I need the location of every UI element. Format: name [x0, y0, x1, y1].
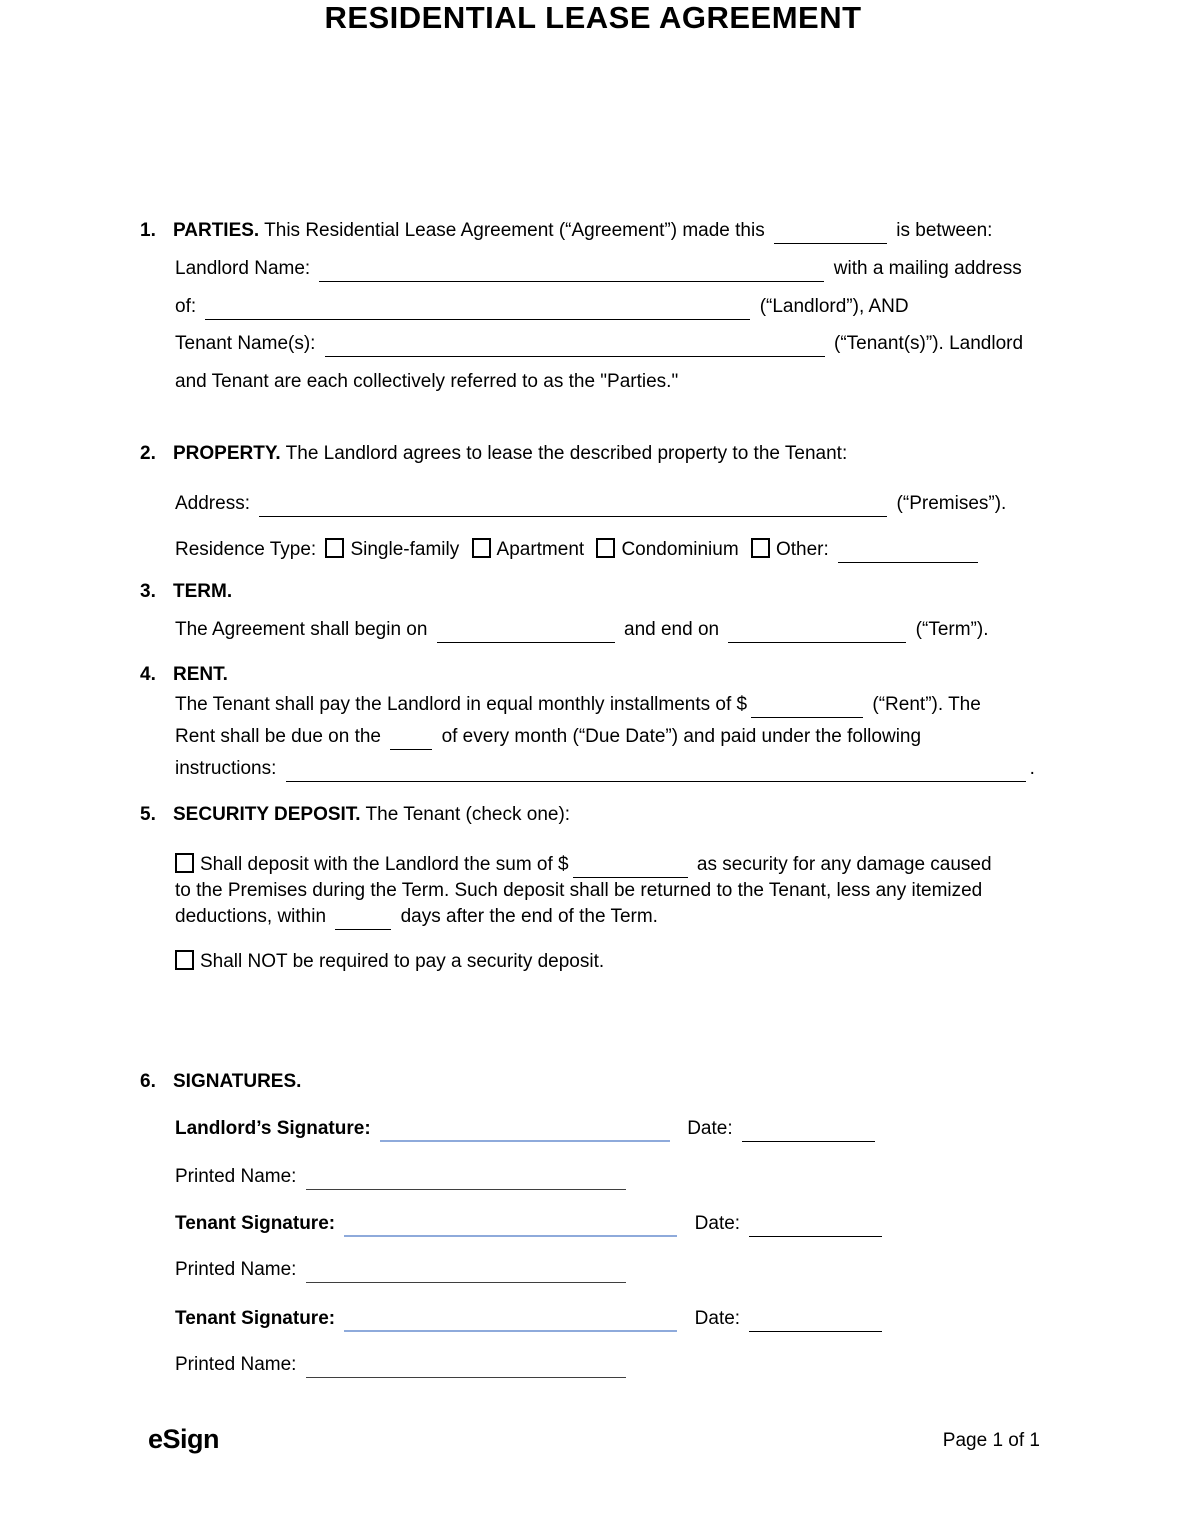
single-family-label: Single-family [350, 539, 460, 560]
deposit-required-checkbox[interactable] [175, 853, 194, 873]
tenant-name-label: Tenant Name(s): [175, 333, 316, 354]
landlord-address-field[interactable] [205, 297, 750, 320]
return-days-field[interactable] [335, 907, 391, 930]
landlord-signature-field[interactable] [380, 1118, 670, 1142]
esign-logo: eSign [148, 1424, 220, 1454]
date-label: Date: [694, 1308, 741, 1329]
parties-text: with a mailing address [833, 258, 1022, 279]
tenant-date-field-1[interactable] [749, 1214, 882, 1237]
printed-name-label: Printed Name: [175, 1259, 297, 1280]
term-heading-line [140, 579, 232, 605]
no-deposit-option-line [175, 949, 604, 975]
deposit-option-line-3 [175, 904, 658, 930]
tenant-signature-row-1 [175, 1211, 886, 1237]
address-field[interactable] [259, 494, 887, 517]
residence-type-label: Residence Type: [175, 539, 317, 560]
date-label: Date: [694, 1213, 741, 1234]
security-text: to the Premises during the Term. Such deposit shall be returned to the Tenant, less any itemized [175, 880, 983, 901]
tenant-printed-name-field-2[interactable] [306, 1355, 626, 1378]
parties-text: is between: [896, 220, 993, 241]
tenant-signature-field-2[interactable] [344, 1308, 677, 1332]
section-heading: PARTIES. [173, 220, 260, 241]
mailing-address-label: of: [175, 296, 197, 317]
parties-line-2 [175, 256, 1022, 282]
instructions-field[interactable] [286, 759, 1026, 782]
tenant-name-field[interactable] [325, 334, 825, 357]
section-heading: PROPERTY. [173, 443, 281, 464]
section-number: 2. [140, 443, 156, 464]
landlord-printed-name-row [175, 1164, 630, 1190]
other-checkbox[interactable] [751, 538, 770, 558]
tenant-printed-name-field-1[interactable] [306, 1260, 626, 1283]
premises-text: (“Premises”). [896, 493, 1007, 514]
property-heading-line [140, 441, 847, 467]
other-field[interactable] [838, 540, 978, 563]
rent-text: of every month (“Due Date”) and paid under the following [441, 726, 922, 747]
rent-text: . [1029, 758, 1035, 779]
property-intro: The Landlord agrees to lease the described property to the Tenant: [285, 443, 848, 464]
apartment-label: Apartment [496, 539, 585, 560]
parties-text: (“Tenant(s)”). Landlord [834, 333, 1024, 354]
landlord-name-field[interactable] [319, 259, 824, 282]
start-date-field[interactable] [437, 620, 615, 643]
single-family-checkbox[interactable] [325, 538, 344, 558]
landlord-signature-row [175, 1116, 879, 1142]
parties-text: (“Landlord”), AND [759, 296, 909, 317]
landlord-signature-label: Landlord’s Signature: [175, 1118, 371, 1139]
printed-name-label: Printed Name: [175, 1354, 297, 1375]
parties-line-5 [175, 369, 678, 395]
security-intro: The Tenant (check one): [365, 804, 571, 825]
landlord-name-label: Landlord Name: [175, 258, 311, 279]
other-label: Other: [775, 539, 829, 560]
tenant-date-field-2[interactable] [749, 1309, 882, 1332]
tenant-signature-label: Tenant Signature: [175, 1213, 336, 1234]
security-heading-line [140, 802, 570, 828]
address-label: Address: [175, 493, 250, 514]
term-text: The Agreement shall begin on [175, 619, 428, 640]
section-number: 3. [140, 581, 156, 602]
parties-line-3 [175, 294, 909, 320]
due-day-field[interactable] [390, 727, 432, 750]
no-deposit-checkbox[interactable] [175, 950, 194, 970]
section-number: 4. [140, 664, 156, 685]
instructions-label: instructions: [175, 758, 277, 779]
landlord-printed-name-field[interactable] [306, 1167, 626, 1190]
rent-text: (“Rent”). The [872, 694, 981, 715]
section-heading: RENT. [173, 664, 228, 685]
tenant-printed-name-row-2 [175, 1352, 630, 1378]
document-title: RESIDENTIAL LEASE AGREEMENT [324, 0, 862, 35]
tenant-signature-field-1[interactable] [344, 1213, 677, 1237]
parties-text: This Residential Lease Agreement (“Agreement”) made this [264, 220, 765, 241]
deposit-amount-field[interactable] [573, 855, 688, 878]
parties-line-4 [175, 331, 1023, 357]
section-heading: SECURITY DEPOSIT. [173, 804, 361, 825]
term-text: and end on [624, 619, 720, 640]
property-address-line [175, 491, 1006, 517]
rent-heading-line [140, 662, 228, 688]
term-line [175, 617, 988, 643]
security-text: days after the end of the Term. [400, 906, 658, 927]
parties-line-1 [140, 218, 992, 244]
rent-line-1 [175, 692, 981, 718]
security-text: Shall NOT be required to pay a security deposit. [200, 951, 605, 972]
apartment-checkbox[interactable] [472, 538, 491, 558]
security-text: Shall deposit with the Landlord the sum of $ [200, 854, 569, 875]
tenant-signature-row-2 [175, 1306, 886, 1332]
end-date-field[interactable] [728, 620, 906, 643]
section-number: 5. [140, 804, 156, 825]
condominium-checkbox[interactable] [596, 538, 615, 558]
section-number: 1. [140, 220, 156, 241]
printed-name-label: Printed Name: [175, 1166, 297, 1187]
security-text: deductions, within [175, 906, 327, 927]
deposit-option-line-2 [175, 878, 982, 904]
page-number: Page 1 of 1 [942, 1430, 1040, 1451]
signatures-heading-line [140, 1069, 301, 1095]
term-text: (“Term”). [915, 619, 989, 640]
parties-text: and Tenant are each collectively referred to as the "Parties." [175, 371, 679, 392]
section-number: 6. [140, 1071, 156, 1092]
tenant-signature-label: Tenant Signature: [175, 1308, 336, 1329]
landlord-date-field[interactable] [742, 1119, 875, 1142]
condominium-label: Condominium [621, 539, 739, 560]
section-heading: SIGNATURES. [173, 1071, 302, 1092]
rent-line-3 [175, 756, 1035, 782]
deposit-option-line-1 [175, 852, 992, 878]
section-heading: TERM. [173, 581, 233, 602]
security-text: as security for any damage caused [696, 854, 992, 875]
agreement-date-field[interactable] [774, 221, 887, 244]
rent-amount-field[interactable] [751, 695, 863, 718]
tenant-printed-name-row-1 [175, 1257, 630, 1283]
rent-text: The Tenant shall pay the Landlord in equal monthly installments of $ [175, 694, 748, 715]
rent-text: Rent shall be due on the [175, 726, 381, 747]
date-label: Date: [687, 1118, 733, 1139]
residence-type-line [175, 537, 982, 563]
rent-line-2 [175, 724, 921, 750]
